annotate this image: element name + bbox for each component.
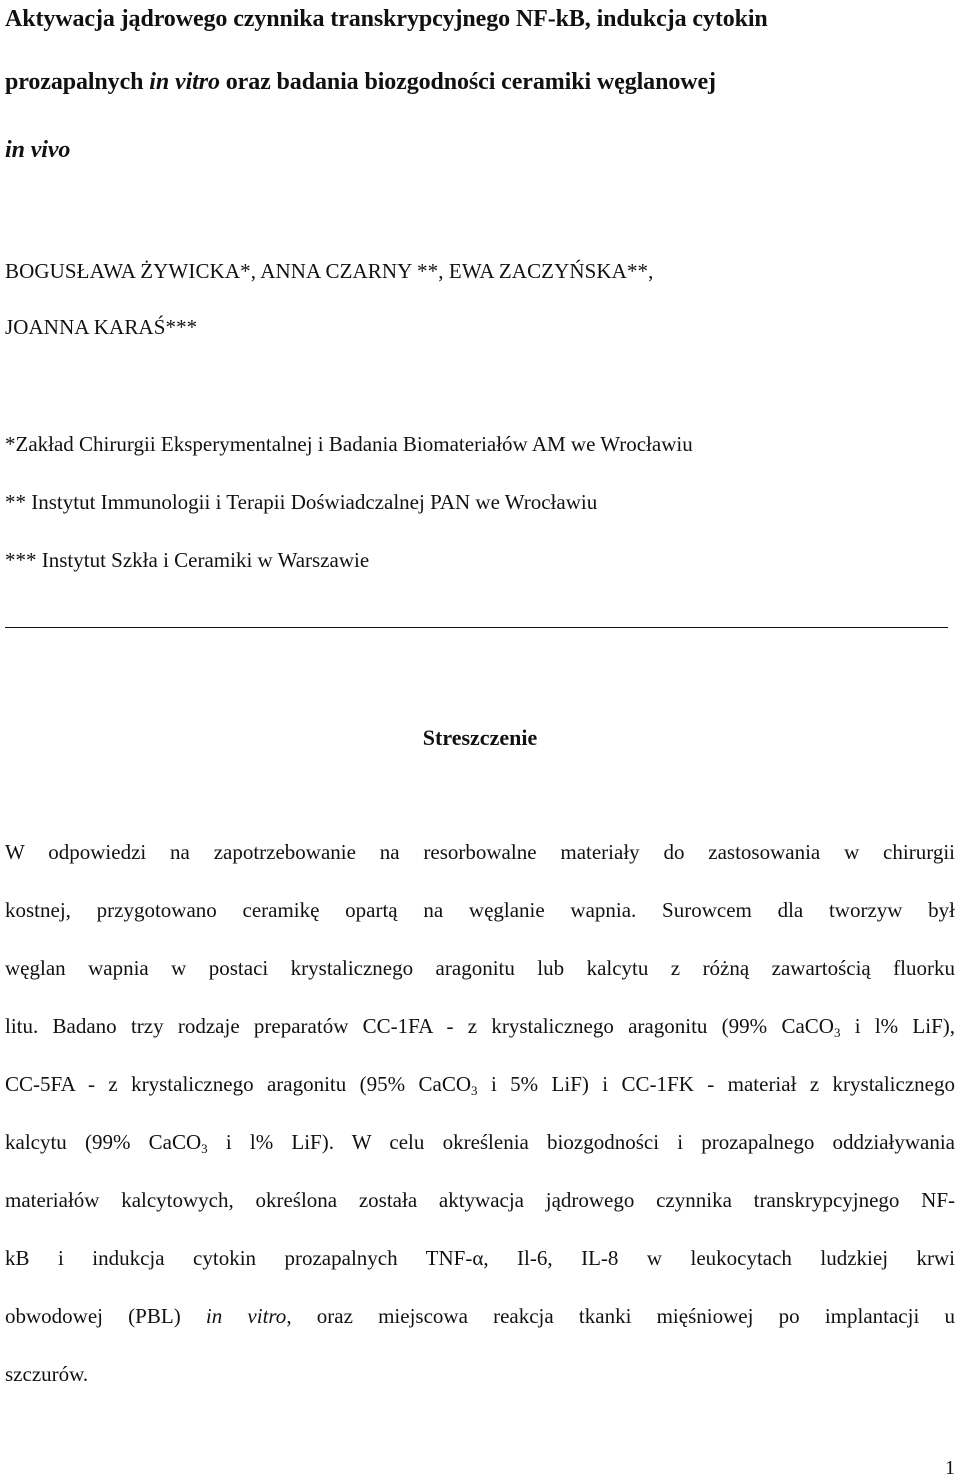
abstract-line-4 bbox=[5, 1014, 956, 1040]
title-text: oraz badania biozgodności ceramiki węglanowej bbox=[219, 69, 716, 95]
italic-term: in vitro bbox=[205, 1304, 287, 1328]
separator-rule bbox=[5, 627, 948, 628]
subscript: 3 bbox=[201, 1141, 208, 1156]
subscript: 3 bbox=[471, 1083, 478, 1098]
abstract-text: , oraz miejscowa reakcja tkanki mięśniowej po implantacji u bbox=[286, 1304, 955, 1328]
abstract-heading: Streszczenie bbox=[422, 725, 538, 750]
abstract-line-9 bbox=[5, 1306, 955, 1327]
title-line-3: in vivo bbox=[5, 137, 71, 163]
abstract-line-2: kostnej, przygotowano ceramikę opartą na węglanie wapnia. Surowcem dla tworzyw był bbox=[5, 898, 955, 922]
abstract-text: obwodowej (PBL) bbox=[5, 1304, 206, 1328]
abstract-text: i l% LiF), bbox=[840, 1014, 956, 1038]
abstract-line-7: materiałów kalcytowych, określona została aktywacja jądrowego czynnika transkrypcyjnego NF- bbox=[5, 1188, 955, 1212]
authors-line-2: JOANNA KARAŚ*** bbox=[5, 315, 198, 339]
abstract-text: litu. Badano trzy rodzaje preparatów CC-1FA - z krystalicznego aragonitu (99% CaCO bbox=[5, 1014, 834, 1038]
abstract-text: i l% LiF). W celu określenia biozgodności i prozapalnego oddziaływania bbox=[207, 1130, 955, 1154]
authors-line-1: BOGUSŁAWA ŻYWICKA*, ANNA CZARNY **, EWA ZACZYŃSKA**, bbox=[5, 259, 654, 283]
title-line-2 bbox=[5, 70, 716, 94]
subscript: 3 bbox=[833, 1025, 841, 1040]
page-number: 1 bbox=[945, 1457, 955, 1479]
affiliation-1: *Zakład Chirurgii Eksperymentalnej i Badania Biomateriałów AM we Wrocławiu bbox=[5, 432, 693, 456]
abstract-text: kalcytu (99% CaCO bbox=[5, 1130, 202, 1154]
title-text: prozapalnych bbox=[5, 69, 150, 95]
abstract-text: CC-5FA - z krystalicznego aragonitu (95% CaCO bbox=[5, 1072, 472, 1096]
abstract-line-1: W odpowiedzi na zapotrzebowanie na resorbowalne materiały do zastosowania w chirurgii bbox=[5, 840, 955, 864]
abstract-line-6 bbox=[5, 1130, 955, 1156]
abstract-line-8: kB i indukcja cytokin prozapalnych TNF-α, Il-6, IL-8 w leukocytach ludzkiej krwi bbox=[5, 1246, 955, 1270]
abstract-line-3: węglan wapnia w postaci krystalicznego aragonitu lub kalcytu z różną zawartością fluorku bbox=[5, 956, 955, 980]
abstract-line-10: szczurów. bbox=[5, 1362, 89, 1386]
affiliation-3: *** Instytut Szkła i Ceramiki w Warszawie bbox=[5, 548, 370, 572]
abstract-text: i 5% LiF) i CC-1FK - materiał z krystalicznego bbox=[477, 1072, 955, 1096]
title-italic-term: in vitro bbox=[149, 69, 220, 95]
abstract-line-5 bbox=[5, 1072, 955, 1098]
affiliation-2: ** Instytut Immunologii i Terapii Doświadczalnej PAN we Wrocławiu bbox=[5, 490, 598, 514]
title-line-1: Aktywacja jądrowego czynnika transkrypcyjnego NF-kB, indukcja cytokin bbox=[5, 6, 768, 32]
